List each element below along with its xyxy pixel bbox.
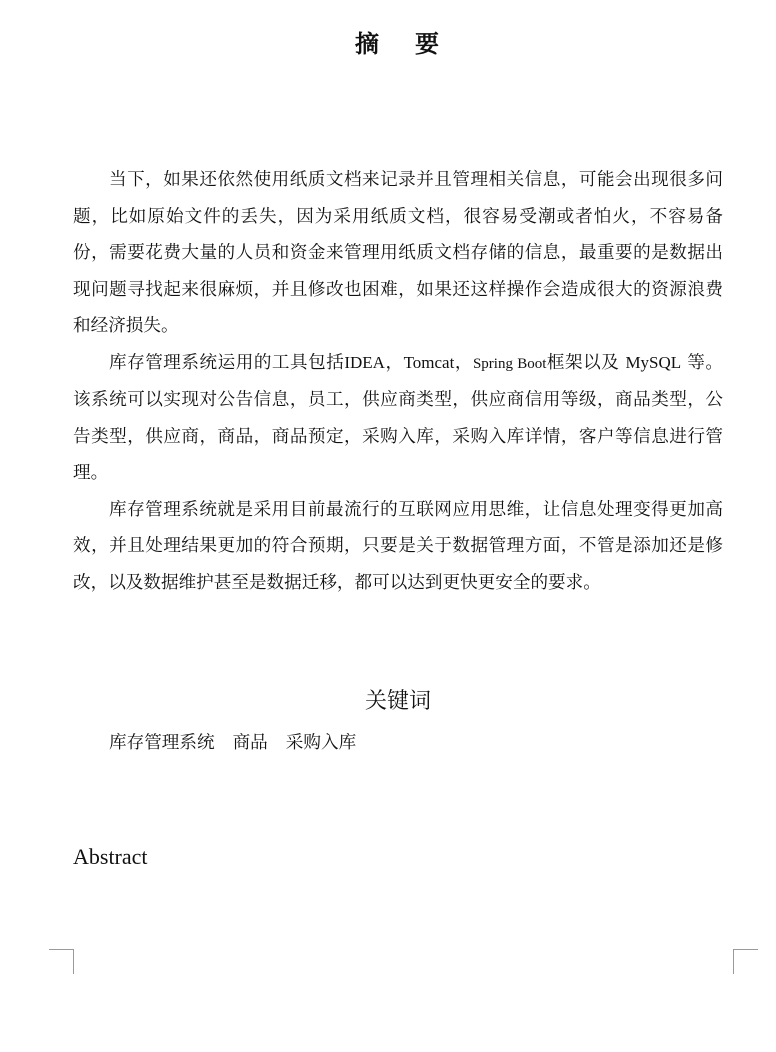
term-tomcat: Tomcat [403, 352, 455, 372]
keyword-item: 库存管理系统 [109, 733, 215, 753]
keyword-item: 采购入库 [285, 733, 357, 753]
keywords-list [109, 730, 356, 756]
page-corner-mark-left [49, 949, 74, 974]
title-char-2: 要 [415, 30, 441, 58]
paragraph-3: 库存管理系统就是采用目前最流行的互联网应用思维，让信息处理变得更加高效，并且处理结果更加的符合预期，只要是关于数据管理方面，不管是添加还是修改，以及数据维护甚至是数据迁移，都可以达到更快更安全的要求。 [73, 499, 723, 593]
abstract-title-cn [0, 24, 776, 59]
paragraph-2-seg5: 等。该系统可以实现对公告信息，员工，供应商类型，供应商信用等级，商品类型，公告类型，供应商，商品，商品预定，采购入库，采购入库详情，客户等信息进行管理。 [73, 352, 723, 483]
term-spring-boot: Spring Boot [472, 355, 547, 372]
paragraph-2-seg1: 库存管理系统运用的工具包括 [109, 352, 345, 373]
paragraph-2-seg2: ， [384, 352, 404, 373]
paragraph-1: 当下，如果还依然使用纸质文档来记录并且管理相关信息，可能会出现很多问题，比如原始文件的丢失，因为采用纸质文档，很容易受潮或者怕火，不容易备份，需要花费大量的人员和资金来管理用纸质文档存储的信息，最重要的是数据出现问题寻找起来很麻烦，并且修改也困难，如果还这样操作会造成很大的资源浪费和经济损失。 [73, 170, 723, 336]
paragraph-2-seg4: 框架以及 [546, 352, 620, 373]
keyword-item: 商品 [232, 733, 268, 753]
paragraph-2-seg3: ， [454, 352, 473, 373]
term-mysql: MySQL [625, 352, 682, 372]
term-idea: IDEA [344, 352, 385, 372]
abstract-heading-en: Abstract [73, 844, 148, 869]
keywords-heading: 关键词 [364, 689, 431, 714]
paragraph-2 [73, 345, 723, 492]
page-corner-mark-right [733, 949, 758, 974]
abstract-body [73, 162, 723, 601]
title-char-1: 摘 [355, 30, 381, 58]
